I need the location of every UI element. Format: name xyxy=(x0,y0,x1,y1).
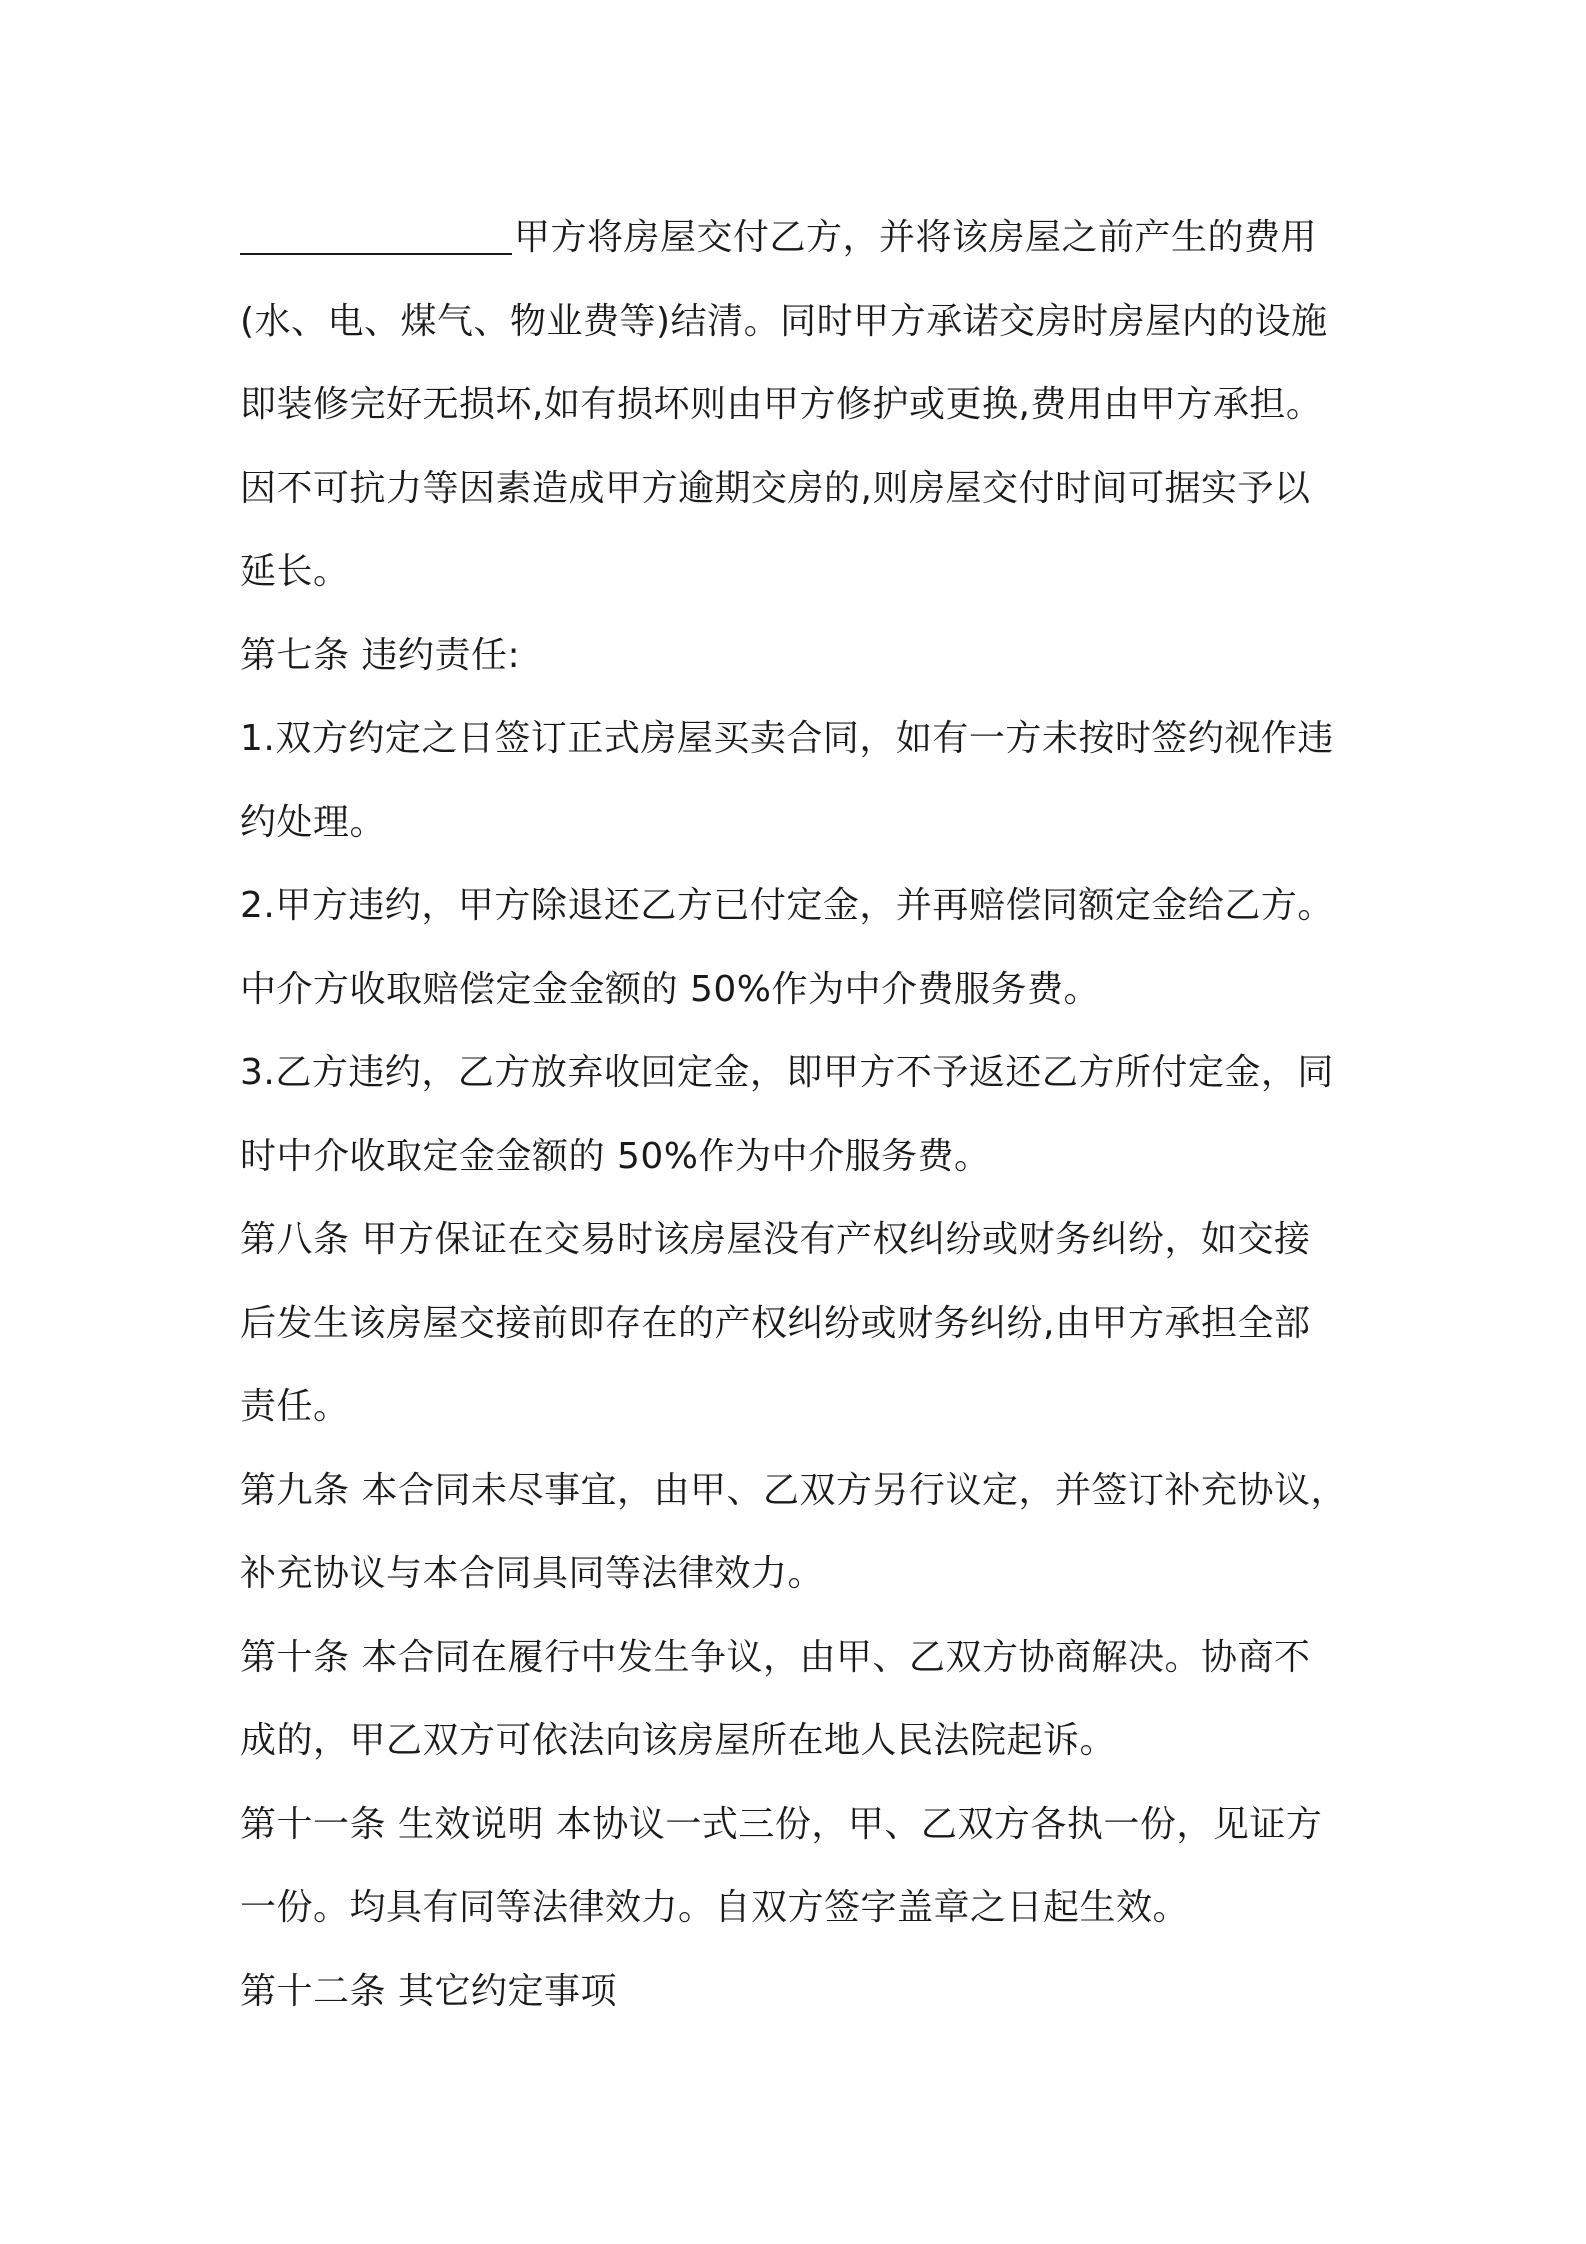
text-line: 时中介收取定金金额的 50%作为中介服务费。 xyxy=(240,1135,991,1177)
text-line: 甲方将房屋交付乙方，并将该房屋之前产生的费用 xyxy=(240,196,1370,280)
text-line: 中介方收取赔偿定金金额的 50%作为中介费服务费。 xyxy=(240,968,1100,1010)
text-line: 后发生该房屋交接前即存在的产权纠纷或财务纠纷,由甲方承担全部 xyxy=(240,1302,1311,1344)
text-line: 2.甲方违约，甲方除退还乙方已付定金，并再赔偿同额定金给乙方。 xyxy=(240,885,1334,926)
text-line: (水、电、煤气、物业费等)结清。同时甲方承诺交房时房屋内的设施 xyxy=(240,300,1328,342)
blank-underline xyxy=(240,217,512,255)
text-line: 一份。均具有同等法律效力。自双方签字盖章之日起生效。 xyxy=(240,1887,1190,1928)
text-line: 责任。 xyxy=(240,1386,350,1427)
text-line: 延长。 xyxy=(240,551,350,592)
text-line: 成的，甲乙双方可依法向该房屋所在地人民法院起诉。 xyxy=(240,1720,1117,1761)
article-9-heading: 第九条 本合同未尽事宜，由甲、乙双方另行议定，并签订补充协议， xyxy=(240,1469,1347,1511)
text-line: 补充协议与本合同具同等法律效力。 xyxy=(240,1553,825,1594)
article-8-heading: 第八条 甲方保证在交易时该房屋没有产权纠纷或财务纠纷，如交接 xyxy=(240,1219,1311,1260)
text-line: 约处理。 xyxy=(240,801,387,843)
text-line: 因不可抗力等因素造成甲方逾期交房的,则房屋交付时间可据实予以 xyxy=(240,467,1311,509)
text-line: 3.乙方违约，乙方放弃收回定金，即甲方不予返还乙方所付定金，同 xyxy=(240,1052,1334,1093)
text-line: 1.双方约定之日签订正式房屋买卖合同，如有一方未按时签约视作违 xyxy=(240,718,1334,759)
document-body xyxy=(240,196,1370,2033)
article-11-heading: 第十一条 生效说明 本协议一式三份，甲、乙双方各执一份，见证方 xyxy=(240,1803,1323,1845)
article-12-heading: 第十二条 其它约定事项 xyxy=(240,1970,617,2012)
article-10-heading: 第十条 本合同在履行中发生争议，由甲、乙双方协商解决。协商不 xyxy=(240,1636,1311,1678)
text-line: 即装修完好无损坏,如有损坏则由甲方修护或更换,费用由甲方承担。 xyxy=(240,384,1323,425)
article-7-heading: 第七条 违约责任: xyxy=(240,634,521,676)
